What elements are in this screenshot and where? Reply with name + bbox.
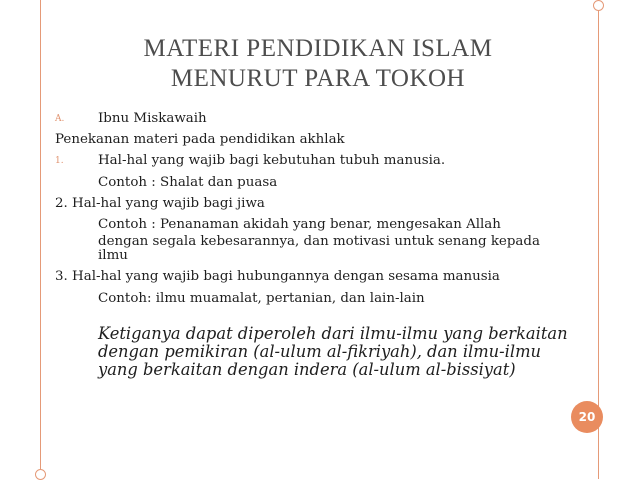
title-line-1: MATERI PENDIDIKAN ISLAM — [143, 35, 493, 62]
marker-1: 1. — [55, 156, 64, 167]
top-right-dot — [593, 0, 604, 11]
page-number-badge: 20 — [571, 401, 603, 433]
bottom-left-dot — [35, 469, 46, 480]
summary-line-2: dengan pemikiran (al-ulum al-fikriyah), dan ilmu-ilmu — [98, 341, 542, 361]
item-2-text: 2. Hal-hal yang wajib bagi jiwa — [55, 195, 265, 211]
heading-text: Ibnu Miskawaih — [98, 111, 207, 126]
item-3-text: 3. Hal-hal yang wajib bagi hubungannya dengan sesama manusia — [55, 269, 500, 285]
item-2-example-line-2: dengan segala kebesarannya, dan motivasi untuk senang kepada — [98, 234, 540, 250]
item-1-example: Contoh : Shalat dan puasa — [98, 174, 278, 190]
item-1-row — [55, 152, 590, 169]
marker-a: A. — [55, 114, 65, 124]
subheading: Penekanan materi pada pendidikan akhlak — [55, 132, 345, 148]
item-2-example-line-3: ilmu — [98, 248, 128, 264]
item-2-example-line-1: Contoh : Penanaman akidah yang benar, mengesakan Allah — [98, 217, 501, 233]
summary-line-3: yang berkaitan dengan indera (al-ulum al-bissiyat) — [98, 359, 516, 379]
heading-row — [55, 110, 590, 127]
title-line-2: MENURUT PARA TOKOH — [170, 65, 466, 92]
item-3-example: Contoh: ilmu muamalat, pertanian, dan lain-lain — [98, 290, 425, 306]
summary-paragraph — [55, 325, 590, 379]
slide-title — [128, 34, 508, 94]
slide-body — [55, 110, 590, 379]
summary-line-1: Ketiganya dapat diperoleh dari ilmu-ilmu yang berkaitan — [98, 323, 568, 343]
item-1-text: Hal-hal yang wajib bagi kebutuhan tubuh manusia. — [98, 153, 446, 169]
left-border-line — [40, 0, 41, 479]
